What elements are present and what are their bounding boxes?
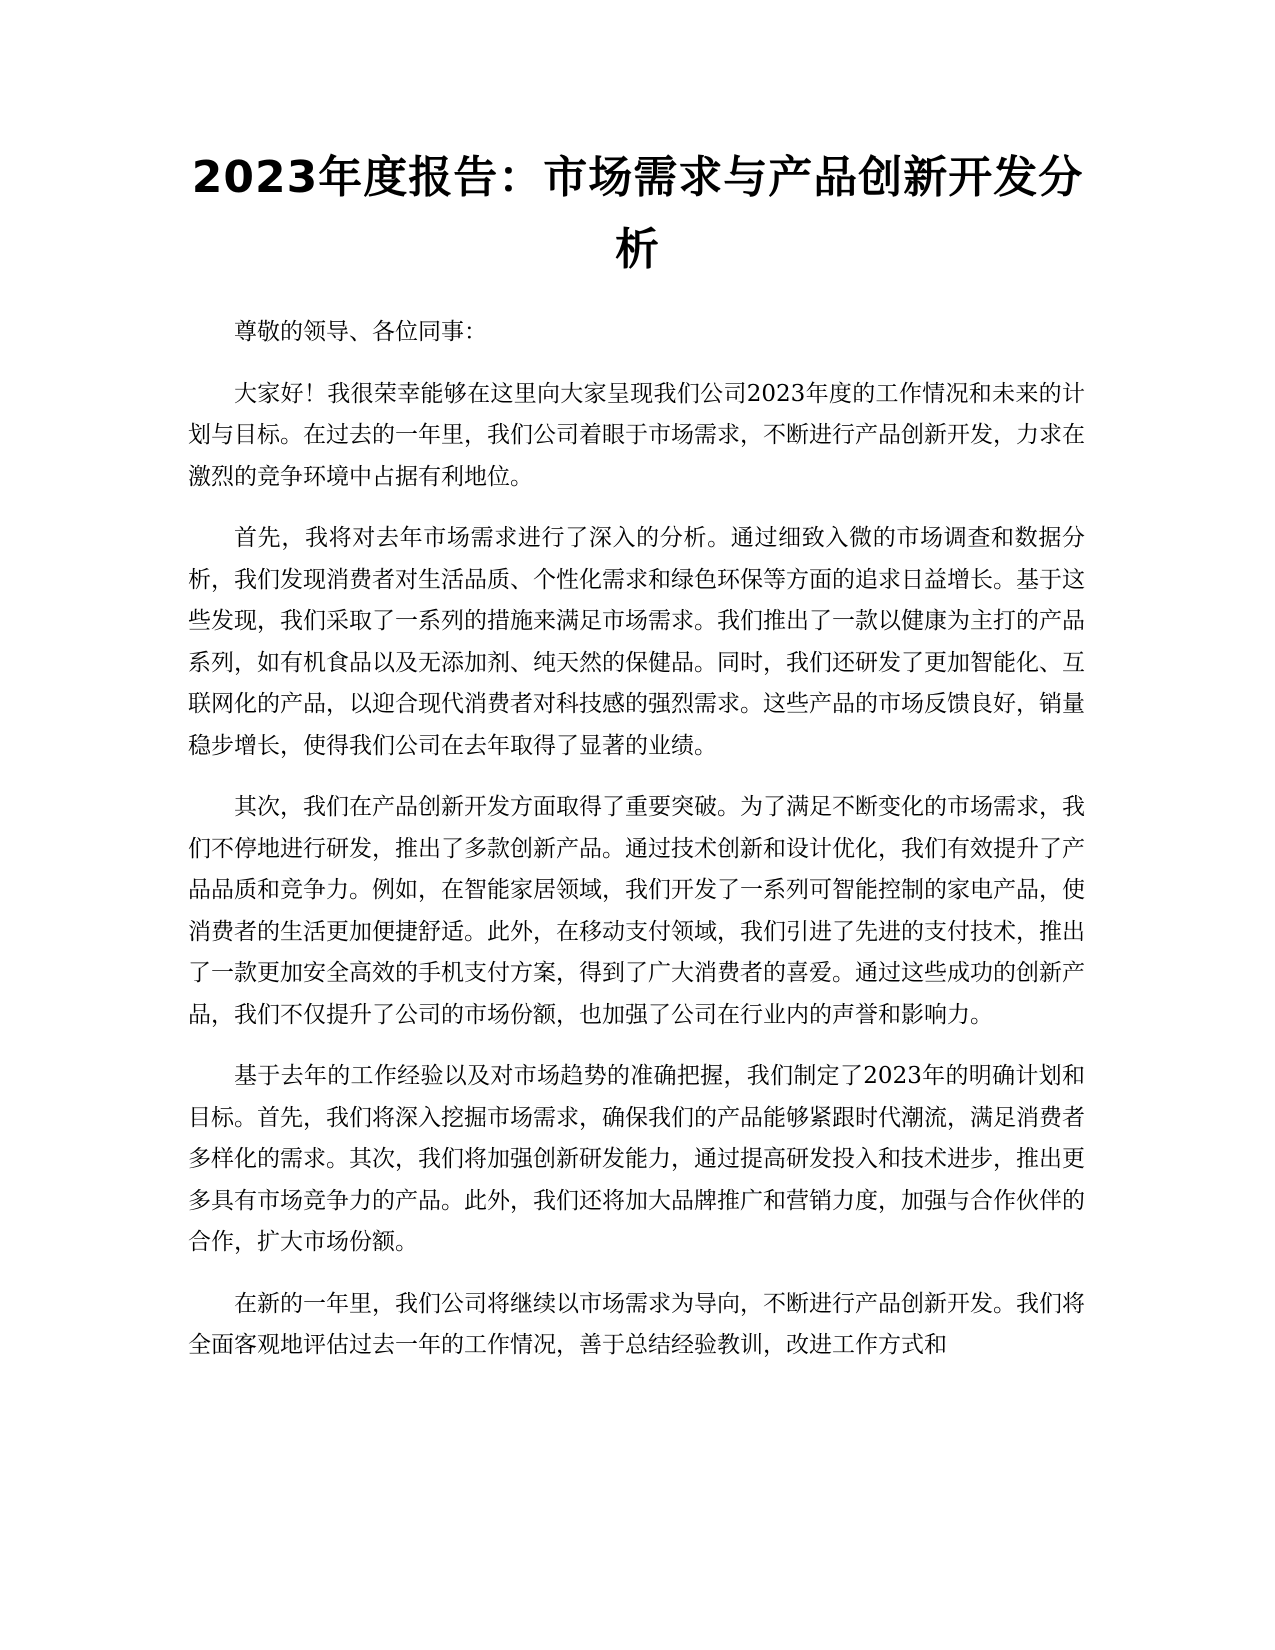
document-body (188, 312, 1085, 1387)
paragraph-intro: 大家好！我很荣幸能够在这里向大家呈现我们公司2023年度的工作情况和未来的计划与目标。在过去的一年里，我们公司着眼于市场需求，不断进行产品创新开发，力求在激烈的竞争环境中占据有利地位。 (188, 380, 1085, 490)
document-title: 2023年度报告：市场需求与产品创新开发分析 (191, 152, 1084, 275)
paragraph-outlook: 在新的一年里，我们公司将继续以市场需求为导向，不断进行产品创新开发。我们将全面客观地评估过去一年的工作情况，善于总结经验教训，改进工作方式和 (188, 1290, 1085, 1358)
paragraph-market-analysis: 首先，我将对去年市场需求进行了深入的分析。通过细致入微的市场调查和数据分析，我们发现消费者对生活品质、个性化需求和绿色环保等方面的追求日益增长。基于这些发现，我们采取了一系列的措施来满足市场需求。我们推出了一款以健康为主打的产品系列，如有机食品以及无添加剂、纯天然的保健品。同时，我们还研发了更加智能化、互联网化的产品，以迎合现代消费者对科技感的强烈需求。这些产品的市场反馈良好，销量稳步增长，使得我们公司在去年取得了显著的业绩。 (188, 525, 1085, 759)
paragraph-innovation: 其次，我们在产品创新开发方面取得了重要突破。为了满足不断变化的市场需求，我们不停地进行研发，推出了多款创新产品。通过技术创新和设计优化，我们有效提升了产品品质和竞争力。例如，在智能家居领域，我们开发了一系列可智能控制的家电产品，使消费者的生活更加便捷舒适。此外，在移动支付领域，我们引进了先进的支付技术，推出了一款更加安全高效的手机支付方案，得到了广大消费者的喜爱。通过这些成功的创新产品，我们不仅提升了公司的市场份额，也加强了公司在行业内的声誉和影响力。 (188, 794, 1085, 1028)
paragraph-plans: 基于去年的工作经验以及对市场趋势的准确把握，我们制定了2023年的明确计划和目标。首先，我们将深入挖掘市场需求，确保我们的产品能够紧跟时代潮流，满足消费者多样化的需求。其次，我们将加强创新研发能力，通过提高研发投入和技术进步，推出更多具有市场竞争力的产品。此外，我们还将加大品牌推广和营销力度，加强与合作伙伴的合作，扩大市场份额。 (188, 1063, 1085, 1255)
salutation: 尊敬的领导、各位同事： (234, 319, 487, 345)
